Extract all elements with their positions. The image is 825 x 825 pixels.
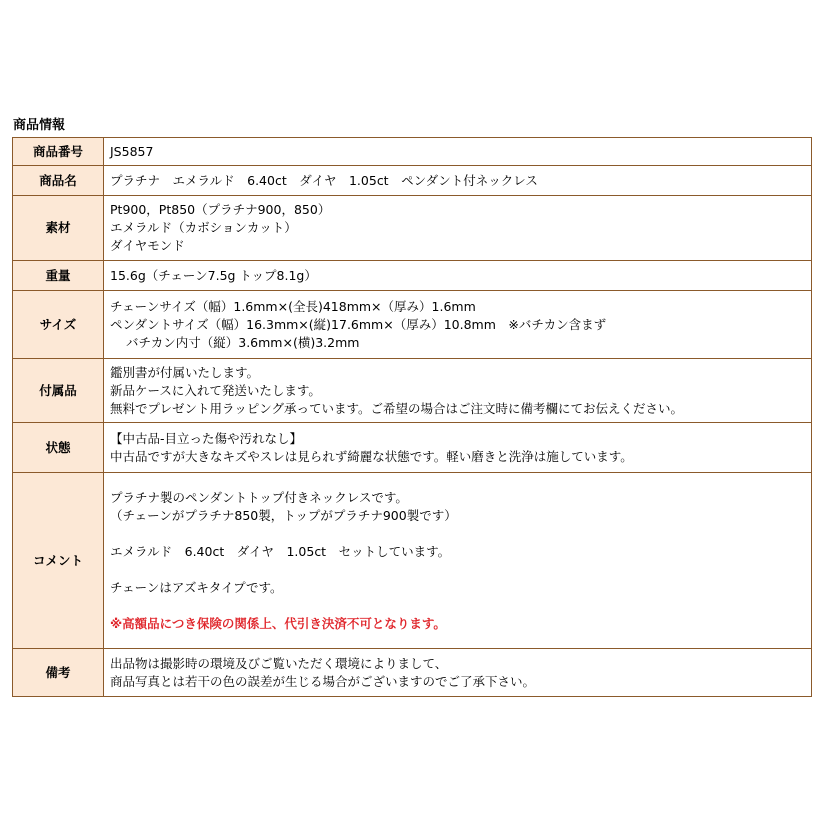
label-condition: 状態 [13, 423, 104, 473]
comment-line: （チェーンがプラチナ850製，トップがプラチナ900製です） [110, 507, 457, 523]
label-weight: 重量 [13, 261, 104, 291]
row-weight [13, 261, 812, 291]
label-comment: コメント [13, 473, 104, 649]
section-title: 商品情報 [13, 118, 66, 133]
condition-line: 中古品ですが大きなキズやスレは見られず綺麗な状態です。軽い磨きと洗浄は施しています。 [110, 448, 633, 464]
row-size [13, 291, 812, 359]
accessories-line: 無料でプレゼント用ラッピング承っています。ご希望の場合はご注文時に備考欄にてお伝えください。 [110, 400, 684, 416]
label-remarks: 備考 [13, 649, 104, 697]
value-accessories [104, 359, 812, 423]
condition-line: 【中古品-目立った傷や汚れなし】 [110, 430, 303, 446]
remarks-line: 出品物は撮影時の環境及びご覧いただく環境によりまして、 [110, 655, 448, 671]
remarks-line: 商品写真とは若干の色の誤差が生じる場合がございますのでご了承下さい。 [110, 673, 536, 689]
row-product-number [13, 138, 812, 166]
comment-line: プラチナ製のペンダントトップ付きネックレスです。 [110, 489, 408, 505]
material-line: エメラルド（カボションカット） [110, 220, 297, 235]
row-accessories [13, 359, 812, 423]
row-comment [13, 473, 812, 649]
size-line: チェーンサイズ（幅）1.6mm×(全長)418mm×（厚み）1.6mm [110, 298, 476, 314]
comment-line: チェーンはアズキタイプです。 [110, 579, 283, 595]
accessories-line: 鑑別書が付属いたします。 [110, 364, 260, 380]
value-condition [104, 423, 812, 473]
label-accessories: 付属品 [13, 359, 104, 423]
label-size: サイズ [13, 291, 104, 359]
label-product-number: 商品番号 [13, 138, 104, 166]
row-product-name [13, 166, 812, 196]
label-material: 素材 [13, 196, 104, 261]
payment-warning: ※高額品につき保険の関係上、代引き決済不可となります。 [110, 615, 446, 631]
value-size [104, 291, 812, 359]
label-product-name: 商品名 [13, 166, 104, 196]
material-line: Pt900，Pt850（プラチナ900，850） [110, 202, 331, 217]
product-info-table [12, 137, 812, 697]
value-weight: 15.6g（チェーン7.5g トップ8.1g） [104, 261, 812, 291]
value-material [104, 196, 812, 261]
value-comment [104, 473, 812, 649]
comment-spacer [110, 561, 805, 579]
row-remarks [13, 649, 812, 697]
value-product-name: プラチナ エメラルド 6.40ct ダイヤ 1.05ct ペンダント付ネックレス [104, 166, 812, 196]
accessories-line: 新品ケースに入れて発送いたします。 [110, 382, 321, 398]
size-line: バチカン内寸（縦）3.6mm×(横)3.2mm [126, 334, 360, 350]
size-line: ペンダントサイズ（幅）16.3mm×(縦)17.6mm×（厚み）10.8mm ※バチカン含まず [110, 316, 607, 332]
comment-spacer [110, 597, 805, 615]
value-product-number: JS5857 [104, 138, 812, 166]
comment-spacer [110, 525, 805, 543]
material-line: ダイヤモンド [110, 238, 185, 253]
value-remarks [104, 649, 812, 697]
row-condition [13, 423, 812, 473]
comment-line: エメラルド 6.40ct ダイヤ 1.05ct セットしています。 [110, 543, 451, 559]
row-material [13, 196, 812, 261]
